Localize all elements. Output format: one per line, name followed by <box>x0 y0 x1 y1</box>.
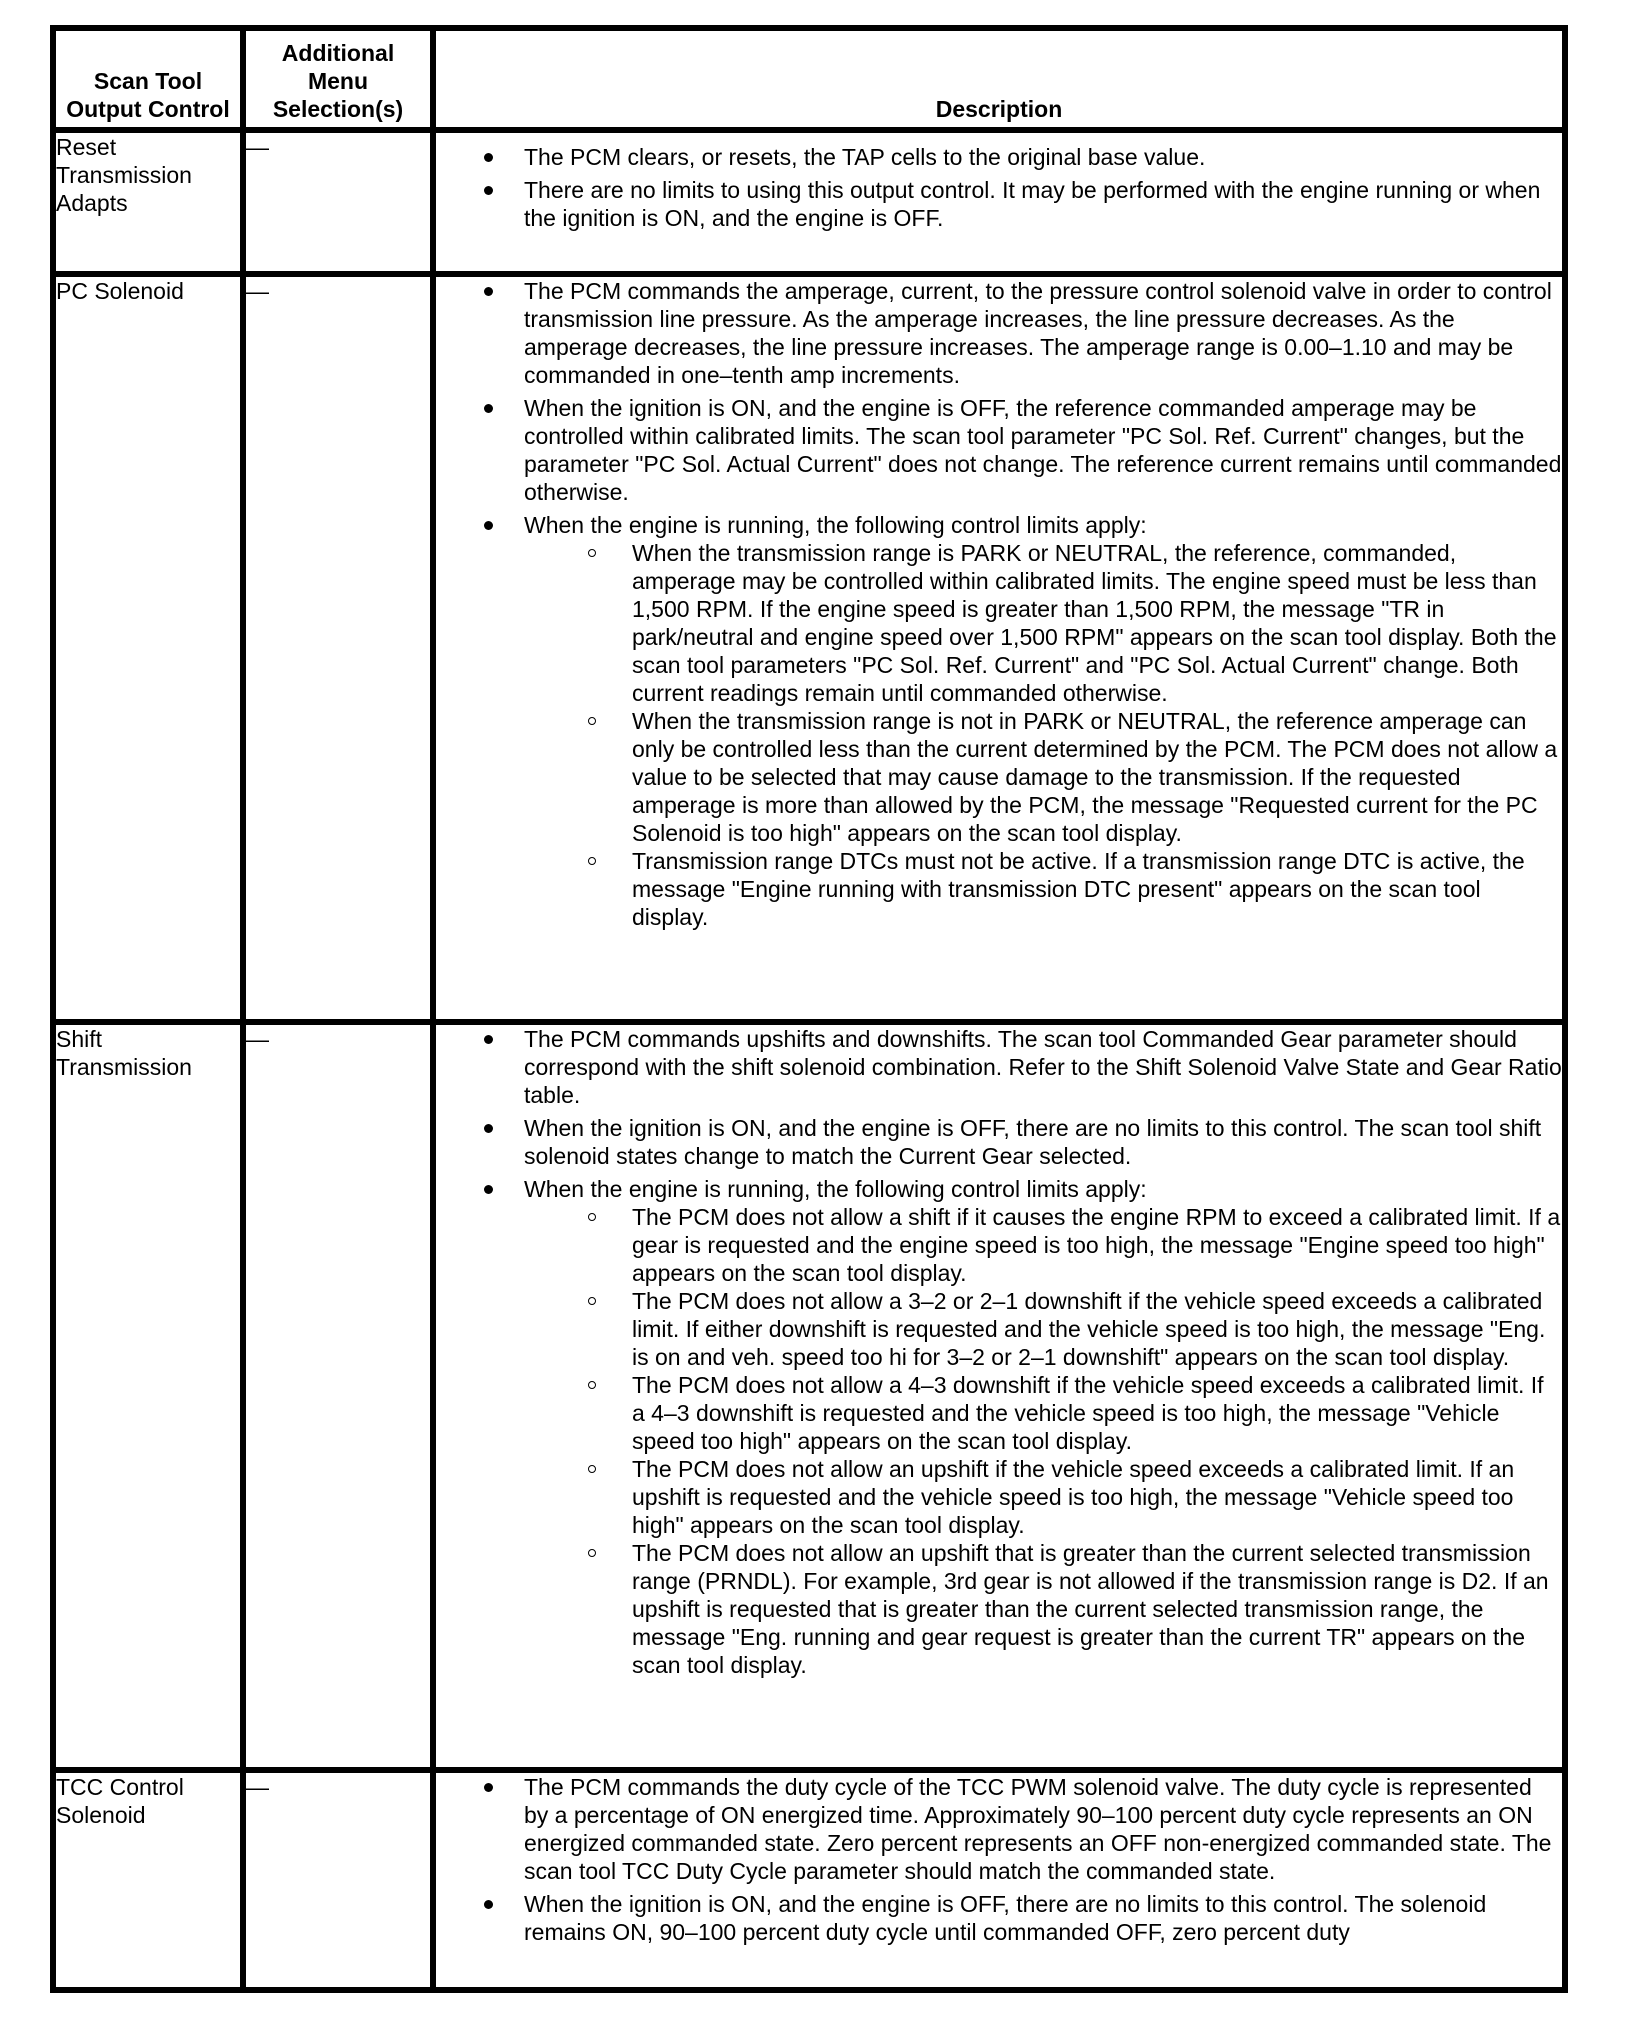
sub-bullet-item <box>436 1371 1562 1455</box>
header-row <box>53 28 1565 130</box>
output-control-cell: Reset Transmission Adapts <box>53 130 243 274</box>
table-row <box>53 274 1565 1022</box>
output-control-cell: Shift Transmission <box>53 1022 243 1770</box>
description-cell <box>433 274 1565 1022</box>
bullet-text: When the engine is running, the following control limits apply: <box>524 512 1147 538</box>
sub-bullet-item <box>436 539 1562 707</box>
header-additional-menu-selections: Additional Menu Selection(s) <box>243 28 433 130</box>
header-description: Description <box>433 28 1565 130</box>
sub-bullet-text: The PCM does not allow an upshift if the vehicle speed exceeds a calibrated limit. If an upshift is requested and the vehicle speed is too high, the message "Vehicle speed too high" appears on the scan tool display. <box>632 1456 1515 1538</box>
sub-bullet-item <box>436 1203 1562 1287</box>
header-scan-tool-output-control: Scan Tool Output Control <box>53 28 243 130</box>
circle-bullet-icon <box>588 1549 596 1557</box>
table-row <box>53 1022 1565 1770</box>
bullet-icon <box>484 287 493 296</box>
scan-tool-output-control-table <box>50 25 1568 1993</box>
bullet-icon <box>484 404 493 413</box>
sub-bullet-text: The PCM does not allow a 3–2 or 2–1 downshift if the vehicle speed exceeds a calibrated limit. If either downshift is requested and the vehicle speed is too high, the message "Eng. is on and veh. speed too hi for 3–2 or 2–1 downshift" appears on the scan tool display. <box>632 1288 1546 1370</box>
bullet-icon <box>484 521 493 530</box>
sub-bullet-item <box>436 1455 1562 1539</box>
table-row <box>53 130 1565 274</box>
bullet-text: When the ignition is ON, and the engine is OFF, there are no limits to this control. The scan tool shift solenoid states change to match the Current Gear selected. <box>524 1115 1542 1169</box>
bullet-icon <box>484 153 493 162</box>
bullet-icon <box>484 1035 493 1044</box>
description-cell <box>433 1022 1565 1770</box>
bullet-item <box>436 1025 1562 1109</box>
bullet-text: The PCM commands the amperage, current, to the pressure control solenoid valve in order to control transmission line pressure. As the amperage increases, the line pressure decreases. As the amperage decreases, the line pressure increases. The amperage range is 0.00–1.10 and may be commanded in one–tenth amp increments. <box>524 278 1552 388</box>
sub-bullet-item <box>436 707 1562 847</box>
bullet-list <box>436 1773 1562 1946</box>
bullet-text: The PCM clears, or resets, the TAP cells to the original base value. <box>524 144 1206 170</box>
sub-bullet-text: The PCM does not allow a shift if it causes the engine RPM to exceed a calibrated limit. If a gear is requested and the engine speed is too high, the message "Engine speed too high" appears on the scan tool display. <box>632 1204 1561 1286</box>
bullet-icon <box>484 1900 493 1909</box>
bullet-icon <box>484 186 493 195</box>
circle-bullet-icon <box>588 717 596 725</box>
bullet-item <box>436 277 1562 389</box>
sub-bullet-item <box>436 1287 1562 1371</box>
bullet-item <box>436 143 1562 171</box>
table-row <box>53 1770 1565 1990</box>
bullet-item <box>436 394 1562 506</box>
sub-bullet-list <box>524 539 1562 931</box>
bullet-text: When the ignition is ON, and the engine is OFF, the reference commanded amperage may be controlled within calibrated limits. The scan tool parameter "PC Sol. Ref. Current" changes, but the parameter "PC Sol. Actual Current" does not change. The reference current remains until commanded otherwise. <box>524 395 1562 505</box>
bullet-item <box>436 1114 1562 1170</box>
sub-bullet-text: The PCM does not allow a 4–3 downshift if the vehicle speed exceeds a calibrated limit. If a 4–3 downshift is requested and the vehicle speed is too high, the message "Vehicle speed too high" appears on the scan tool display. <box>632 1372 1544 1454</box>
bullet-item <box>436 1890 1562 1946</box>
bullet-icon <box>484 1783 493 1792</box>
circle-bullet-icon <box>588 1213 596 1221</box>
bullet-list <box>436 143 1562 232</box>
description-cell <box>433 1770 1565 1990</box>
bullet-item <box>436 176 1562 232</box>
circle-bullet-icon <box>588 1465 596 1473</box>
sub-bullet-text: When the transmission range is not in PARK or NEUTRAL, the reference amperage can only be controlled less than the current determined by the PCM. The PCM does not allow a value to be selected that may cause damage to the transmission. If the requested amperage is more than allowed by the PCM, the message "Requested current for the PC Solenoid is too high" appears on the scan tool display. <box>632 708 1558 846</box>
bullet-item <box>436 1175 1562 1679</box>
bullet-icon <box>484 1124 493 1133</box>
output-control-cell: TCC Control Solenoid <box>53 1770 243 1990</box>
bullet-item <box>436 511 1562 931</box>
bullet-text: The PCM commands the duty cycle of the TCC PWM solenoid valve. The duty cycle is represented by a percentage of ON energized time. Approximately 90–100 percent duty cycle represents an ON energized commanded state. Zero percent represents an OFF non-energized commanded state. The scan tool TCC Duty Cycle parameter should match the commanded state. <box>524 1774 1552 1884</box>
circle-bullet-icon <box>588 549 596 557</box>
bullet-list <box>436 1025 1562 1679</box>
sub-bullet-item <box>436 1539 1562 1679</box>
bullet-item <box>436 1773 1562 1885</box>
circle-bullet-icon <box>588 857 596 865</box>
bullet-text: The PCM commands upshifts and downshifts. The scan tool Commanded Gear parameter should correspond with the shift solenoid combination. Refer to the Shift Solenoid Valve State and Gear Ratio table. <box>524 1026 1562 1108</box>
menu-selection-cell: — <box>243 1770 433 1990</box>
sub-bullet-list <box>524 1203 1562 1679</box>
sub-bullet-text: The PCM does not allow an upshift that is greater than the current selected transmission range (PRNDL). For example, 3rd gear is not allowed if the transmission range is D2. If an upshift is requested that is greater than the current selected transmission range, the message "Eng. running and gear request is greater than the current TR" appears on the scan tool display. <box>632 1540 1549 1678</box>
menu-selection-cell: — <box>243 1022 433 1770</box>
bullet-text: When the ignition is ON, and the engine is OFF, there are no limits to this control. The solenoid remains ON, 90–100 percent duty cycle until commanded OFF, zero percent duty <box>524 1891 1487 1945</box>
bullet-icon <box>484 1185 493 1194</box>
menu-selection-cell: — <box>243 130 433 274</box>
circle-bullet-icon <box>588 1297 596 1305</box>
menu-selection-cell: — <box>243 274 433 1022</box>
bullet-list <box>436 277 1562 931</box>
bullet-text: There are no limits to using this output control. It may be performed with the engine running or when the ignition is ON, and the engine is OFF. <box>524 177 1541 231</box>
sub-bullet-text: Transmission range DTCs must not be active. If a transmission range DTC is active, the message "Engine running with transmission DTC present" appears on the scan tool display. <box>632 848 1525 930</box>
bullet-text: When the engine is running, the following control limits apply: <box>524 1176 1147 1202</box>
circle-bullet-icon <box>588 1381 596 1389</box>
description-cell <box>433 130 1565 274</box>
output-control-cell: PC Solenoid <box>53 274 243 1022</box>
document-page <box>50 25 1562 1993</box>
sub-bullet-text: When the transmission range is PARK or NEUTRAL, the reference, commanded, amperage may be controlled within calibrated limits. The engine speed must be less than 1,500 RPM. If the engine speed is greater than 1,500 RPM, the message "TR in park/neutral and engine speed over 1,500 RPM" appears on the scan tool display. Both the scan tool parameters "PC Sol. Ref. Current" and "PC Sol. Actual Current" change. Both current readings remain until commanded otherwise. <box>632 540 1557 706</box>
sub-bullet-item <box>436 847 1562 931</box>
